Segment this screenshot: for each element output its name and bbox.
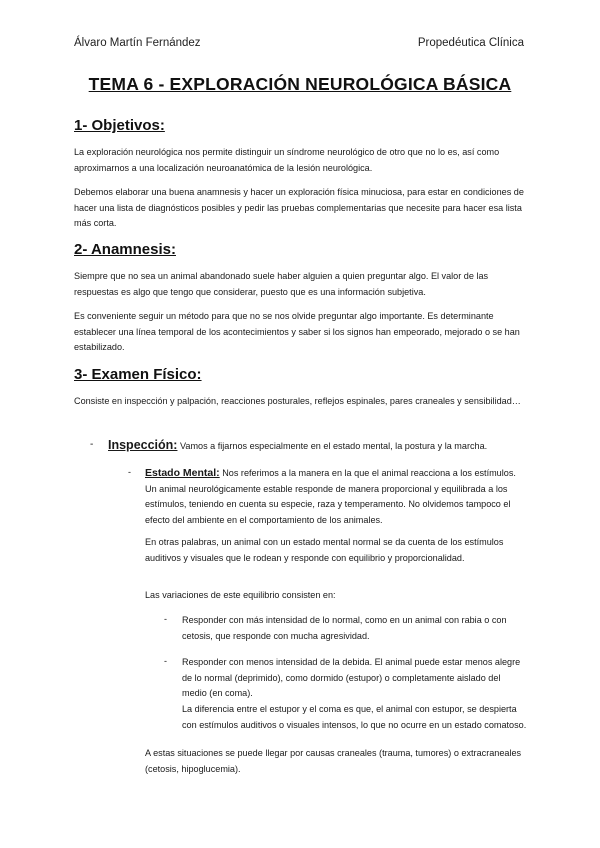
estupor-coma-paragraph: La diferencia entre el estupor y el coma es que, el animal con estupor, se despierta con estímulos auditivos o visuales intensos, lo que no ocurre en un estado comatoso. [182,704,527,730]
section-heading-anamnesis: 2- Anamnesis: [74,241,176,258]
estado-mental-item [145,466,525,528]
variacion-item-2: Responder con menos intensidad de la debida. El animal puede estar menos alegre de lo normal (deprimido), como dormido (estupor) o completamente aislado del medio (en coma). [182,657,521,698]
header-subject: Propedéutica Clínica [417,37,524,49]
causas-paragraph: A estas situaciones se puede llegar por causas craneales (trauma, tumores) o extracraneales (cetosis, hipoglucemia). [145,748,522,774]
estado-mental-heading: Estado Mental: [145,467,220,479]
objetivos-paragraph-2: Debemos elaborar una buena anamnesis y hacer un exploración física minuciosa, para estar en condiciones de hacer una lista de diagnósticos posibles y pedir las pruebas complementarias que necesite para hacer esa lista más corta. [74,187,524,228]
anamnesis-paragraph-2: Es conveniente seguir un método para que no se nos olvide preguntar algo importante. Es determinante establecer una línea temporal de los acontecimientos y saber si los signos han empeorado, mejorado o se han estabilizado. [74,311,520,352]
inspeccion-heading: Inspección: [108,438,178,452]
inspeccion-bullet: - [90,439,94,450]
inspeccion-item [108,436,528,455]
estado-mental-text: Nos referimos a la manera en la que el animal reacciona a los estímulos. Un animal neurológicamente estable responde de manera proporcional y equilibrada a los estímulos, teniendo en cuenta su especie, raza y temperamento. No olvidemos tampoco el efecto del ambiente en el comportamiento de los animales. [145,468,516,525]
estado-mental-bullet: - [128,467,131,477]
page-title: TEMA 6 - EXPLORACIÓN NEUROLÓGICA BÁSICA [88,74,512,94]
variacion-item-1: Responder con más intensidad de lo normal, como en un animal con rabia o con cetosis, que responde con mucha agresividad. [182,615,507,641]
inspeccion-text: Vamos a fijarnos especialmente en el estado mental, la postura y la marcha. [180,441,488,451]
estado-mental-paragraph-3: Las variaciones de este equilibrio consisten en: [145,590,336,600]
anamnesis-paragraph-1: Siempre que no sea un animal abandonado suele haber alguien a quien preguntar algo. El valor de las respuestas es algo que tengo que considerar, puesto que es una información subjetiva. [74,271,489,297]
section-heading-examen: 3- Examen Físico: [74,366,202,383]
variacion-bullet-2: - [164,656,167,666]
examen-paragraph-1: Consiste en inspección y palpación, reacciones posturales, reflejos espinales, pares craneales y sensibilidad… [74,396,521,406]
variacion-bullet-1: - [164,614,167,624]
estado-mental-paragraph-2: En otras palabras, un animal con un estado mental normal se da cuenta de los estímulos auditivos y visuales que le rodean y responde con equilibrio y proporcionalidad. [145,537,504,563]
header-author: Álvaro Martín Fernández [74,37,201,49]
section-heading-objetivos: 1- Objetivos: [74,117,165,134]
objetivos-paragraph-1: La exploración neurológica nos permite distinguir un síndrome neurológico de otro que no lo es, así como aproximarnos a una localización neuroanatómica de la lesión neurológica. [74,147,500,173]
